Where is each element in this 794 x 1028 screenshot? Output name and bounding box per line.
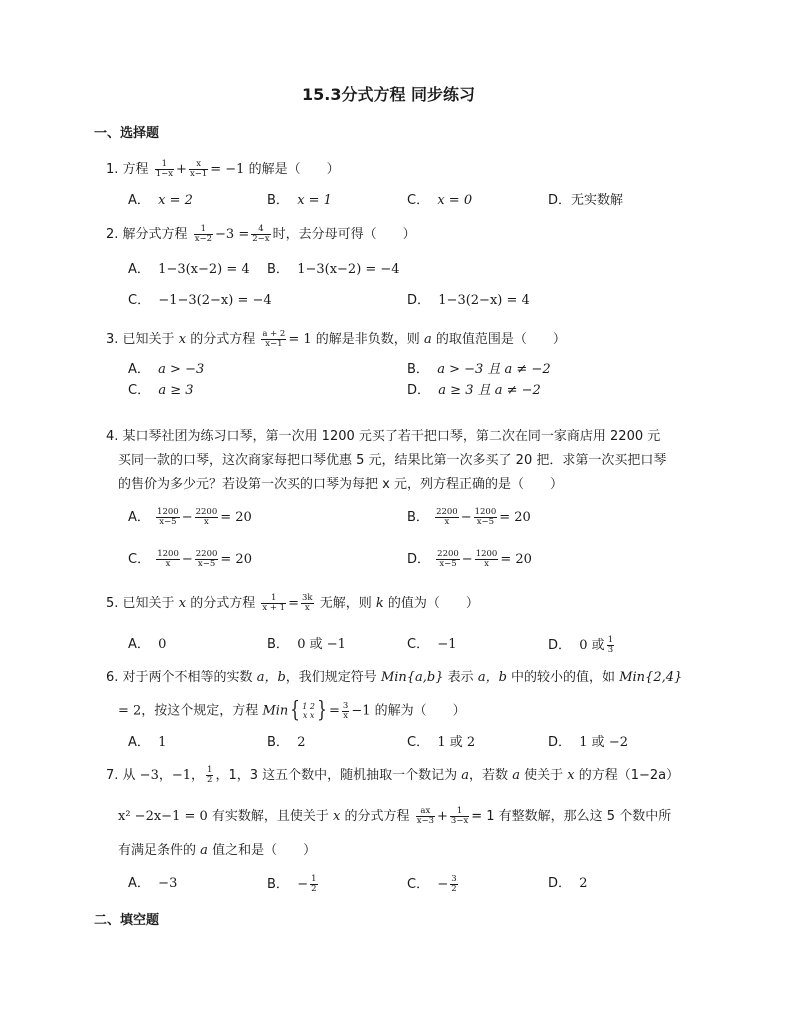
option-2a[interactable]: A． 1−3(x−2) = 4 xyxy=(128,262,250,277)
option-6a[interactable]: A． 1 xyxy=(128,735,167,750)
option-7a[interactable]: A． −3 xyxy=(128,876,178,891)
question-4-line1: 4. 某口琴社团为练习口琴，第一次用 1200 元买了若干把口琴，第二次在同一家商店用 2200 元 xyxy=(106,429,661,444)
question-1: 1. 方程 $\frac{1}{1-x}$ + $\frac{x}{x-1}$ = −1 的解是（ ） xyxy=(106,159,340,179)
option-4b[interactable]: B． $\frac{2200}{x}$ − $\frac{1200}{x-5}$ = 20 xyxy=(407,507,531,527)
option-4c[interactable]: C． $\frac{1200}{x}$ − $\frac{2200}{x-5}$ = 20 xyxy=(128,549,252,569)
question-3: 3. 已知关于 x 的分式方程 $\frac{a + 2}{x-1}$ = 1 的解是非负数，则 a 的取值范围是（ ） xyxy=(106,329,566,349)
question-2: 2. 解分式方程 $\frac{1}{x-2}$ −3 = $\frac{4}{2-x}$ 时，去分母可得（ ） xyxy=(106,224,416,244)
option-7c[interactable]: C． − $\frac{3}{2}$ xyxy=(407,874,457,894)
option-3c[interactable]: C． a ≥ 3 xyxy=(128,383,194,398)
option-6d[interactable]: D． 1 或 −2 xyxy=(548,735,628,750)
option-7b[interactable]: B． − $\frac{1}{2}$ xyxy=(267,874,317,894)
option-5a[interactable]: A． 0 xyxy=(128,637,167,652)
option-1c[interactable]: C． x = 0 xyxy=(407,193,473,208)
option-5b[interactable]: B． 0 或 −1 xyxy=(267,637,346,652)
option-2c[interactable]: C． −1−3(2−x) = −4 xyxy=(128,293,272,308)
option-5c[interactable]: C． −1 xyxy=(407,637,457,652)
question-6-line2: = 2，按这个规定，方程 Min{ 1 2 x x } = $\frac{3}{x}$ −1 的解为（ ） xyxy=(118,698,466,723)
fraction: $\frac{a + 2}{x-1}$ xyxy=(262,329,286,349)
option-6b[interactable]: B． 2 xyxy=(267,735,306,750)
fraction: $\frac{x}{x-1}$ xyxy=(189,159,208,179)
question-4-line2: 买同一款的口琴，这次商家每把口琴优惠 5 元，结果比第一次多买了 20 把．求第一次买把口琴 xyxy=(118,453,667,468)
question-7-line2: x² −2x−1 = 0 有实数解，且使关于 x 的分式方程 $\frac{ax}{x-3}$ + $\frac{1}{3-x}$ = 1 有整数解，那么这 5 个数中所 xyxy=(118,806,672,826)
question-7-line1: 7. 从 −3，−1， $\frac{1}{2}$ ，1，3 这五个数中，随机抽取一个数记为 a，若数 a 使关于 x 的方程（1−2a） xyxy=(106,765,680,785)
question-6-line1: 6. 对于两个不相等的实数 a，b，我们规定符号 Min{a,b} 表示 a，b 中的较小的值，如 Min{2,4} xyxy=(106,670,683,685)
fraction: $\frac{1}{1-x}$ xyxy=(155,159,174,179)
option-3a[interactable]: A． a > −3 xyxy=(128,362,205,377)
option-1b[interactable]: B． x = 1 xyxy=(267,193,332,208)
option-4d[interactable]: D． $\frac{2200}{x-5}$ − $\frac{1200}{x}$ = 20 xyxy=(407,549,532,569)
fraction: $\frac{1}{x-2}$ xyxy=(194,224,213,244)
page-title: 15.3分式方程 同步练习 xyxy=(302,85,476,104)
option-2d[interactable]: D． 1−3(2−x) = 4 xyxy=(407,293,530,308)
fraction: $\frac{4}{2-x}$ xyxy=(252,224,270,244)
question-7-line3: 有满足条件的 a 值之和是（ ） xyxy=(118,843,317,858)
question-5: 5. 已知关于 x 的分式方程 $\frac{1}{x + 1}$ = $\frac{3k}{x}$ 无解，则 k 的值为（ ） xyxy=(106,593,479,613)
question-4-line3: 的售价为多少元？若设第一次买的口琴为每把 x 元，列方程正确的是（ ） xyxy=(118,477,563,492)
option-6c[interactable]: C． 1 或 2 xyxy=(407,735,476,750)
option-2b[interactable]: B． 1−3(x−2) = −4 xyxy=(267,262,400,277)
option-1a[interactable]: A． x = 2 xyxy=(128,193,193,208)
section-heading-choice: 一、选择题 xyxy=(94,126,160,141)
option-7d[interactable]: D． 2 xyxy=(548,876,588,891)
section-heading-fill: 二、填空题 xyxy=(94,913,160,928)
option-3d[interactable]: D． a ≥ 3 且 a ≠ −2 xyxy=(407,383,541,398)
option-1d[interactable]: D．无实数解 xyxy=(548,193,624,208)
option-5d[interactable]: D． 0 或 $\frac{1}{3}$ xyxy=(548,635,614,655)
option-4a[interactable]: A． $\frac{1200}{x-5}$ − $\frac{2200}{x}$ = 20 xyxy=(128,507,252,527)
question-number: 1. xyxy=(106,162,119,177)
option-3b[interactable]: B． a > −3 且 a ≠ −2 xyxy=(407,362,551,377)
